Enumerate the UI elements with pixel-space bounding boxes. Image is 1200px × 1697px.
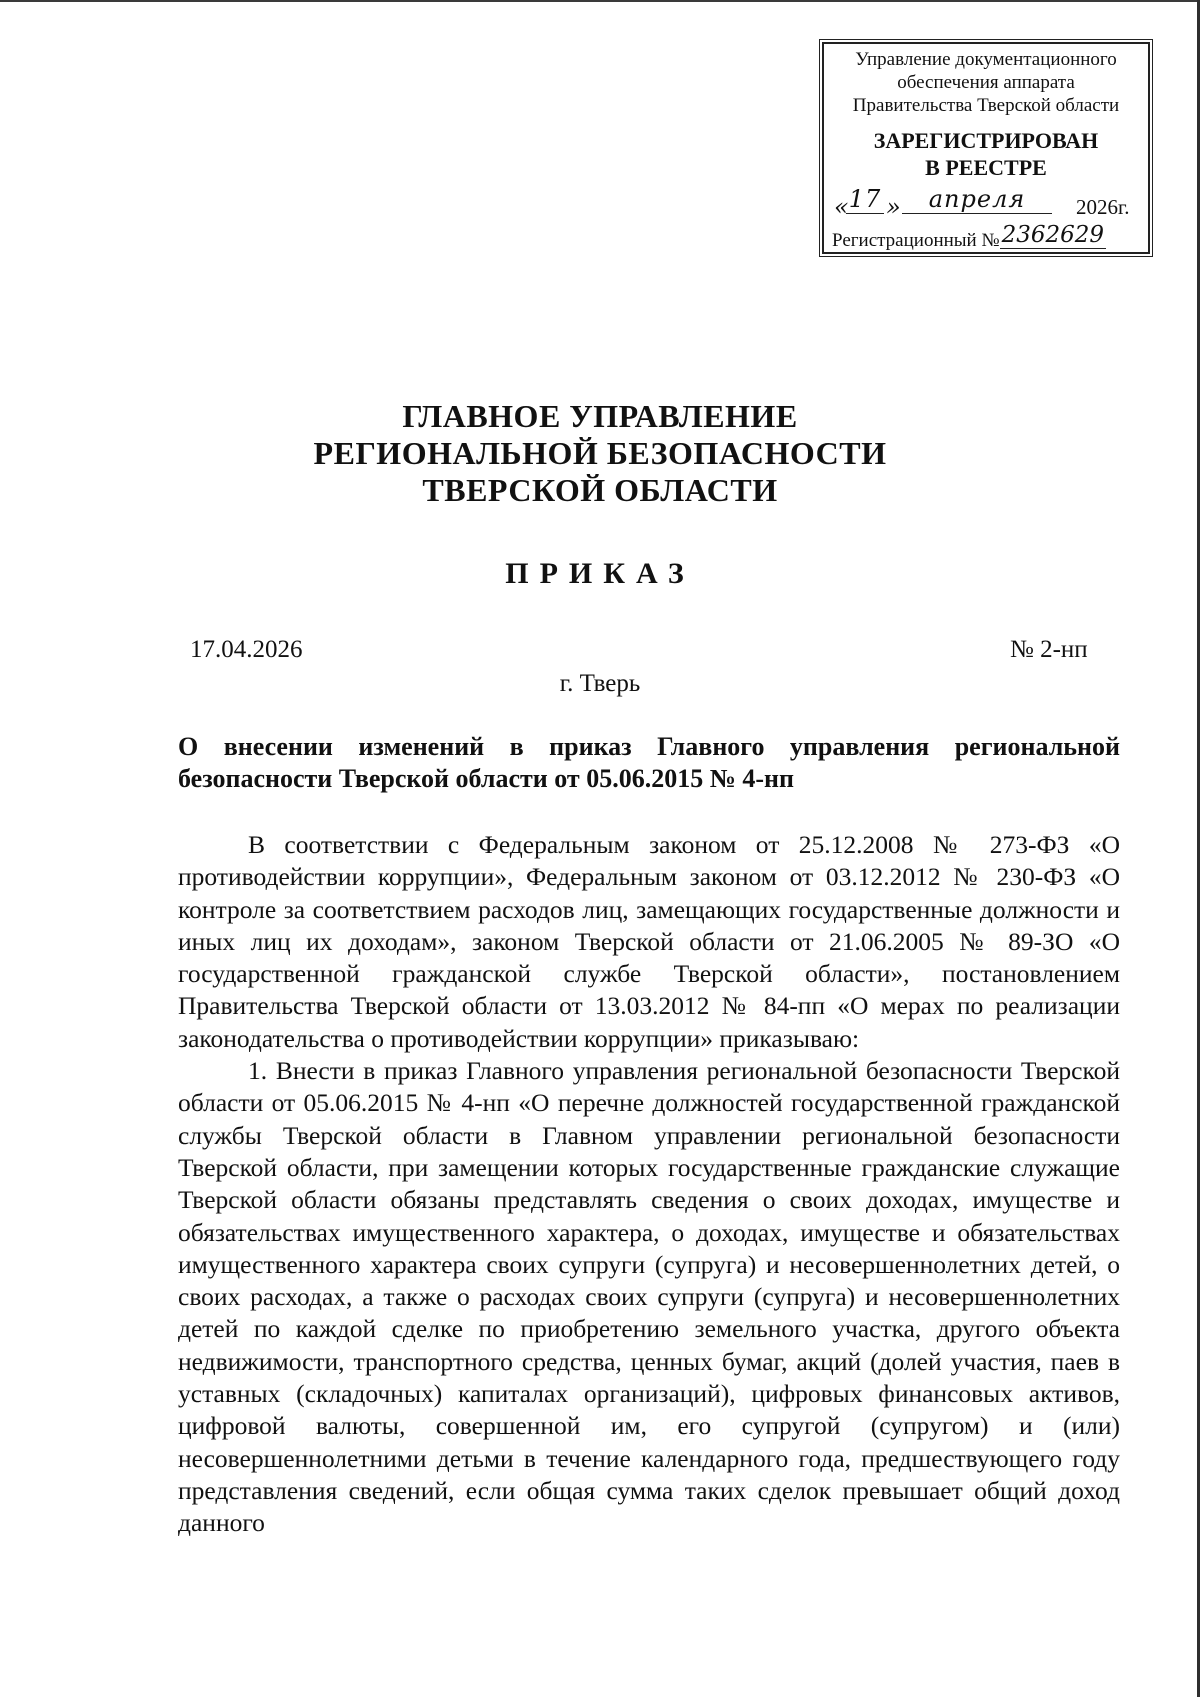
stamp-org-line: Правительства Тверской области [852,95,1120,116]
organization-title-line: ТВЕРСКОЙ ОБЛАСТИ [422,472,778,508]
stamp-day: 17 [846,185,884,214]
stamp-org-line: обеспечения аппарата [897,72,1075,93]
stamp-registration [832,222,1144,252]
organization-title [0,398,1200,509]
stamp-year: 2026г. [1076,195,1130,219]
stamp-reg-number: 2362629 [1001,222,1105,248]
document-number: № 2-нп [1010,636,1088,663]
scan-edge-top [0,0,1200,2]
organization-title-line: РЕГИОНАЛЬНОЙ БЕЗОПАСНОСТИ [313,435,887,471]
document-subject: О внесении изменений в приказ Главного управления региональной безопасности Тверской области от 05.06.2015 № 4-нп [178,732,1120,793]
stamp-reg-label: Регистрационный № [832,230,1000,251]
stamp-organization [824,48,1148,117]
body-preamble: В соответствии с Федеральным законом от 25.12.2008 № 273-ФЗ «О противодействии коррупции», Федеральным законом от 03.12.2012 № 230-ФЗ «О контроле за соответствием расходов лиц, замещающих государственные должности и иных лиц их доходам», законом Тверской области от 21.06.2005 № 89-ЗО «О государственной гражданской службе Тверской области», постановлением Правительства Тверской области от 13.03.2012 № 84-пп «О мерах по реализации законодательства о противодействии коррупции» приказываю: [178,830,1120,1053]
registration-stamp [822,42,1150,254]
document-date: 17.04.2026 [190,636,303,663]
document-type: ПРИКАЗ [505,557,695,590]
stamp-status-line: В РЕЕСТРЕ [925,155,1047,180]
stamp-org-line: Управление документационного [855,49,1117,70]
organization-title-line: ГЛАВНОЕ УПРАВЛЕНИЕ [402,398,798,434]
document-place: г. Тверь [559,670,641,697]
document-body [178,829,1120,1540]
body-item-1: 1. Внести в приказ Главного управления региональной безопасности Тверской области от 05.06.2015 № 4-нп «О перечне должностей государственной гражданской службы Тверской области в Главном управлении региональной безопасности Тверской области, при замещении которых государственные гражданские служащие Тверской области обязаны представлять сведения о своих доходах, имуществе и обязательствах имущественного характера, о доходах, имуществе и обязательствах имущественного характера своих супруги (супруга) и несовершеннолетних детей, о своих расходах, а также о расходах своих супруги (супруга) и несовершеннолетних детей по каждой сделке по приобретению земельного участка, другого объекта недвижимости, транспортного средства, ценных бумаг, акций (долей участия, паев в уставных (складочных) капиталах организаций), цифровых финансовых активов, цифровой валюты, совершенной им, его супругой (супругом) и (или) несовершеннолетними детьми в течение календарного года, предшествующего году представления сведений, если общая сумма таких сделок превышает общий доход данного [178,1056,1120,1538]
stamp-quote-close: » [886,193,902,221]
stamp-month: апреля [902,185,1052,214]
stamp-quote-open: « [834,193,850,221]
stamp-status-line: ЗАРЕГИСТРИРОВАН [873,128,1099,153]
stamp-status [824,127,1148,181]
stamp-date [832,185,1144,223]
